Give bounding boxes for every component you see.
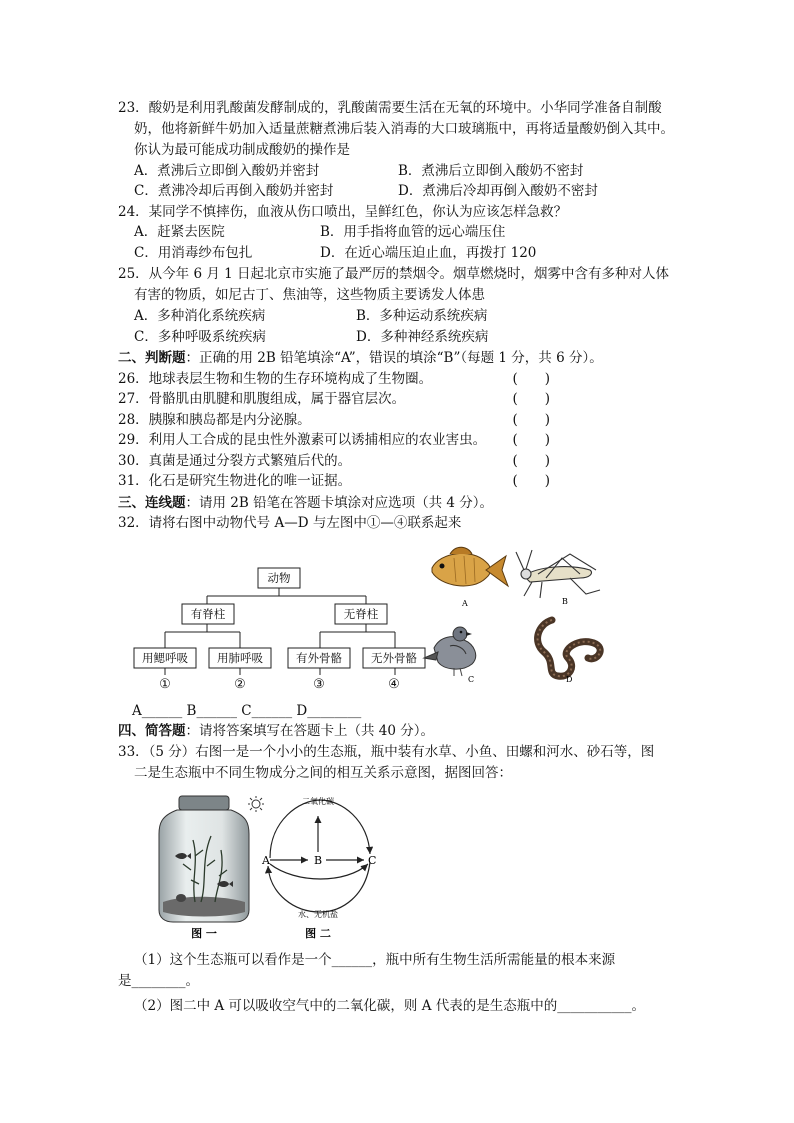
tree-invertebrate: 无脊柱 (343, 607, 379, 621)
animal-label-b: B (562, 597, 568, 606)
judge-statement: 31．化石是研究生物进化的唯一证据。 (118, 473, 352, 489)
judge-item (118, 472, 550, 490)
bottle-cap (179, 796, 229, 810)
tree-num-2: ② (234, 677, 246, 692)
section4-label: 四、简答题 (118, 723, 186, 739)
judge-answer-paren: ( ) (512, 453, 550, 469)
judge-statement: 26．地球表层生物和生物的生存环境构成了生物圈。 (118, 371, 433, 387)
judge-answer-paren: ( ) (512, 432, 550, 448)
q32-answer-line: A______ B______ C______ D________ (132, 703, 362, 719)
section3-heading (118, 494, 493, 512)
section4-text: ：请将答案填写在答题卡上（共 40 分）。 (185, 723, 435, 739)
node-c: C (368, 854, 377, 867)
judge-answer-paren: ( ) (512, 371, 550, 387)
q23-stem-line3: 你认为最可能成功制成酸奶的操作是 (134, 142, 350, 158)
judge-item (118, 452, 550, 470)
animal-label-d: D (566, 675, 573, 684)
grasshopper-image (516, 550, 600, 598)
q24-option-c: C．用消毒纱布包扎 (134, 245, 253, 261)
section3-text: ：请用 2B 铅笔在答题卡填涂对应选项（共 4 分）。 (185, 495, 494, 511)
q23-stem-line2: 奶，他将新鲜牛奶加入适量蔗糖煮沸后装入消毒的大口玻璃瓶中，再将适量酸奶倒入其中。 (134, 121, 674, 137)
q33-sub2: （2）图二中 A 可以吸收空气中的二氧化碳，则 A 代表的是生态瓶中的___________。 (134, 998, 646, 1014)
judge-answer-paren: ( ) (512, 473, 550, 489)
label-co2: 二氧化碳 (302, 797, 334, 806)
tree-num-1: ① (159, 677, 171, 692)
judge-statement: 28．胰腺和胰岛都是内分泌腺。 (118, 412, 311, 428)
q33-sub1-line2: 是________。 (118, 973, 199, 989)
animal-label-c: C (468, 675, 475, 684)
section2-heading (118, 349, 603, 367)
node-b: B (314, 854, 323, 867)
q24-option-d: D．在近心端压迫止血，再拨打 120 (320, 245, 537, 261)
tree-vertebrate: 有脊柱 (190, 607, 226, 621)
q25-stem-line2: 有害的物质，如尼古丁、焦油等，这些物质主要诱发人体患 (134, 287, 485, 303)
q23-stem-line1: 23．酸奶是利用乳酸菌发酵制成的，乳酸菌需要生活在无氧的环境中。小华同学准备自制酸 (118, 100, 662, 116)
node-a: A (262, 854, 270, 867)
tree-num-4: ④ (388, 677, 400, 692)
fish-image (432, 547, 508, 586)
sun-icon (248, 796, 264, 812)
tree-num-3: ③ (313, 677, 325, 692)
q25-option-c: C．多种呼吸系统疾病 (134, 329, 266, 345)
section4-heading (118, 722, 434, 740)
pigeon-image (424, 627, 476, 676)
judge-item (118, 390, 550, 408)
judge-statement: 29．利用人工合成的昆虫性外激素可以诱捕相应的农业害虫。 (118, 432, 487, 448)
judge-item (118, 370, 550, 388)
judge-statement: 27．骨骼肌由肌腱和肌腹组成，属于器官层次。 (118, 391, 406, 407)
animal-pictures (420, 540, 620, 695)
tree-leaf-no-exoskeleton: 无外骨骼 (371, 651, 417, 665)
label-water-minerals: 水、无机盐 (298, 910, 338, 919)
q23-option-a: A．煮沸后立即倒入酸奶并密封 (134, 163, 320, 179)
judge-item (118, 411, 550, 429)
classification-tree (110, 560, 440, 695)
animal-label-a: A (462, 599, 468, 608)
q33-stem-line2: 二是生态瓶中不同生物成分之间的相互关系示意图，据图回答： (134, 765, 512, 781)
q33-sub1-line1: （1）这个生态瓶可以看作是一个______，瓶中所有生物生活所需能量的根本来源 (134, 952, 616, 968)
judge-item (118, 431, 550, 449)
q23-option-c: C．煮沸冷却后再倒入酸奶并密封 (134, 183, 334, 199)
q24-option-b: B．用手指将血管的远心端压住 (320, 224, 506, 240)
tree-leaf-exoskeleton: 有外骨骼 (296, 651, 342, 665)
q25-option-d: D．多种神经系统疾病 (356, 329, 489, 345)
judge-answer-paren: ( ) (512, 412, 550, 428)
q25-stem-line1: 25．从今年 6 月 1 日起北京市实施了最严厉的禁烟令。烟草燃烧时，烟雾中含有多种对人体 (118, 266, 670, 282)
judge-statement: 30．真菌是通过分裂方式繁殖后代的。 (118, 453, 352, 469)
snail (176, 894, 186, 902)
q32-stem: 32．请将右图中动物代号 A—D 与左图中①—④联系起来 (118, 515, 462, 531)
q24-option-a: A．赶紧去医院 (134, 224, 225, 240)
q23-option-d: D．煮沸后冷却再倒入酸奶不密封 (398, 183, 598, 199)
bottle-gravel (163, 897, 245, 917)
figure2-caption: 图 二 (305, 927, 331, 940)
figure1-caption: 图 一 (191, 927, 217, 940)
section2-label: 二、判断题 (118, 350, 186, 366)
tree-leaf-lungs: 用肺呼吸 (217, 651, 263, 665)
section3-label: 三、连线题 (118, 495, 186, 511)
tree-leaf-gills: 用鳃呼吸 (142, 651, 188, 665)
ecosystem-bottle-figure (155, 790, 255, 940)
q23-option-b: B．煮沸后立即倒入酸奶不密封 (398, 163, 584, 179)
tree-root: 动物 (267, 571, 291, 585)
section2-text: ：正确的用 2B 铅笔填涂“A”，错误的填涂“B”（每题 1 分，共 6 分）。 (185, 350, 603, 366)
relationship-diagram (248, 790, 383, 945)
q25-option-b: B．多种运动系统疾病 (356, 308, 488, 324)
earthworm-image (538, 620, 601, 676)
q33-stem-line1: 33．（5 分）右图一是一个小小的生态瓶，瓶中装有水草、小鱼、田螺和河水、砂石等，图 (118, 744, 655, 760)
q24-stem: 24．某同学不慎摔伤，血液从伤口喷出，呈鲜红色，你认为应该怎样急救？ (118, 204, 568, 220)
judge-answer-paren: ( ) (512, 391, 550, 407)
q25-option-a: A．多种消化系统疾病 (134, 308, 266, 324)
